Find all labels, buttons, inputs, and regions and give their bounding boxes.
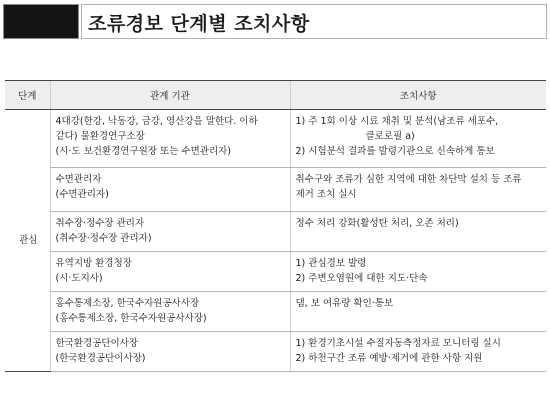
action-line: 1) 주 1회 이상 시료 채취 및 분석(남조류 세포수, xyxy=(295,116,499,127)
action-line: 취수구와 조류가 심한 지역에 대한 차단막 설치 등 조류 xyxy=(295,174,522,185)
agency-cell xyxy=(50,292,290,332)
table-header-row xyxy=(5,81,546,110)
action-line: 댐, 보 여유량 확인·통보 xyxy=(295,298,394,309)
agency-line: 4대강(한강, 낙동강, 금강, 영산강을 말한다. 이하 xyxy=(55,116,258,127)
header xyxy=(3,4,547,41)
table-row xyxy=(5,168,546,212)
agency-line: (홍수통제소장, 한국수자원공사사장) xyxy=(55,313,207,324)
agency-line: 한국환경공단이사장 xyxy=(55,338,139,349)
action-cell xyxy=(290,110,546,168)
header-black-block xyxy=(3,4,79,39)
action-line: 1) 환경기초시설 수질자동측정자료 모니터링 실시 xyxy=(295,338,501,349)
header-action: 조치사항 xyxy=(290,81,546,110)
action-line: 2) 시험분석 결과를 발령기관으로 신속하게 통보 xyxy=(295,146,495,157)
action-line: 2) 주변오염원에 대한 지도·단속 xyxy=(295,273,428,284)
agency-cell xyxy=(50,168,290,212)
action-line: 클로로필 a) xyxy=(365,131,415,142)
table-row xyxy=(5,252,546,292)
agency-line: (취수장·정수장 관리자) xyxy=(55,233,152,244)
agency-line: (한국환경공단이사장) xyxy=(55,353,146,364)
agency-line: 취수장·정수장 관리자 xyxy=(55,218,145,229)
agency-line: 수면관리자 xyxy=(55,174,102,185)
agency-line: 홍수통제소장, 한국수자원공사사장 xyxy=(55,298,200,309)
action-line: 2) 하천구간 조류 예방·제거에 관한 사항 지원 xyxy=(295,353,483,364)
action-cell xyxy=(290,168,546,212)
action-cell xyxy=(290,212,546,252)
agency-cell xyxy=(50,332,290,372)
title-box xyxy=(81,4,547,39)
table-row xyxy=(5,332,546,372)
action-line: 정수 처리 강화(활성탄 처리, 오존 처리) xyxy=(295,218,459,229)
action-cell xyxy=(290,252,546,292)
table-row xyxy=(5,292,546,332)
agency-line: (수면관리자) xyxy=(55,189,109,200)
header-agency: 관계 기관 xyxy=(50,81,290,110)
agency-cell xyxy=(50,212,290,252)
agency-line: 유역지방 환경청장 xyxy=(55,258,132,269)
agency-line: 같다) 물환경연구소장 xyxy=(55,131,145,142)
action-line: 제거 조치 실시 xyxy=(295,189,357,200)
table-row xyxy=(5,212,546,252)
action-cell xyxy=(290,332,546,372)
action-table xyxy=(5,80,546,372)
action-line: 1) 관심경보 발령 xyxy=(295,258,367,269)
page-title: 조류경보 단계별 조치사항 xyxy=(88,13,310,35)
agency-line: (시·도지사) xyxy=(55,273,103,284)
header-stage: 단계 xyxy=(5,81,50,110)
agency-cell xyxy=(50,110,290,168)
agency-line: (시·도 보건환경연구원장 또는 수면관리자) xyxy=(55,146,232,157)
table-row xyxy=(5,110,546,168)
agency-cell xyxy=(50,252,290,292)
stage-cell: 관심 xyxy=(5,110,50,372)
action-cell xyxy=(290,292,546,332)
